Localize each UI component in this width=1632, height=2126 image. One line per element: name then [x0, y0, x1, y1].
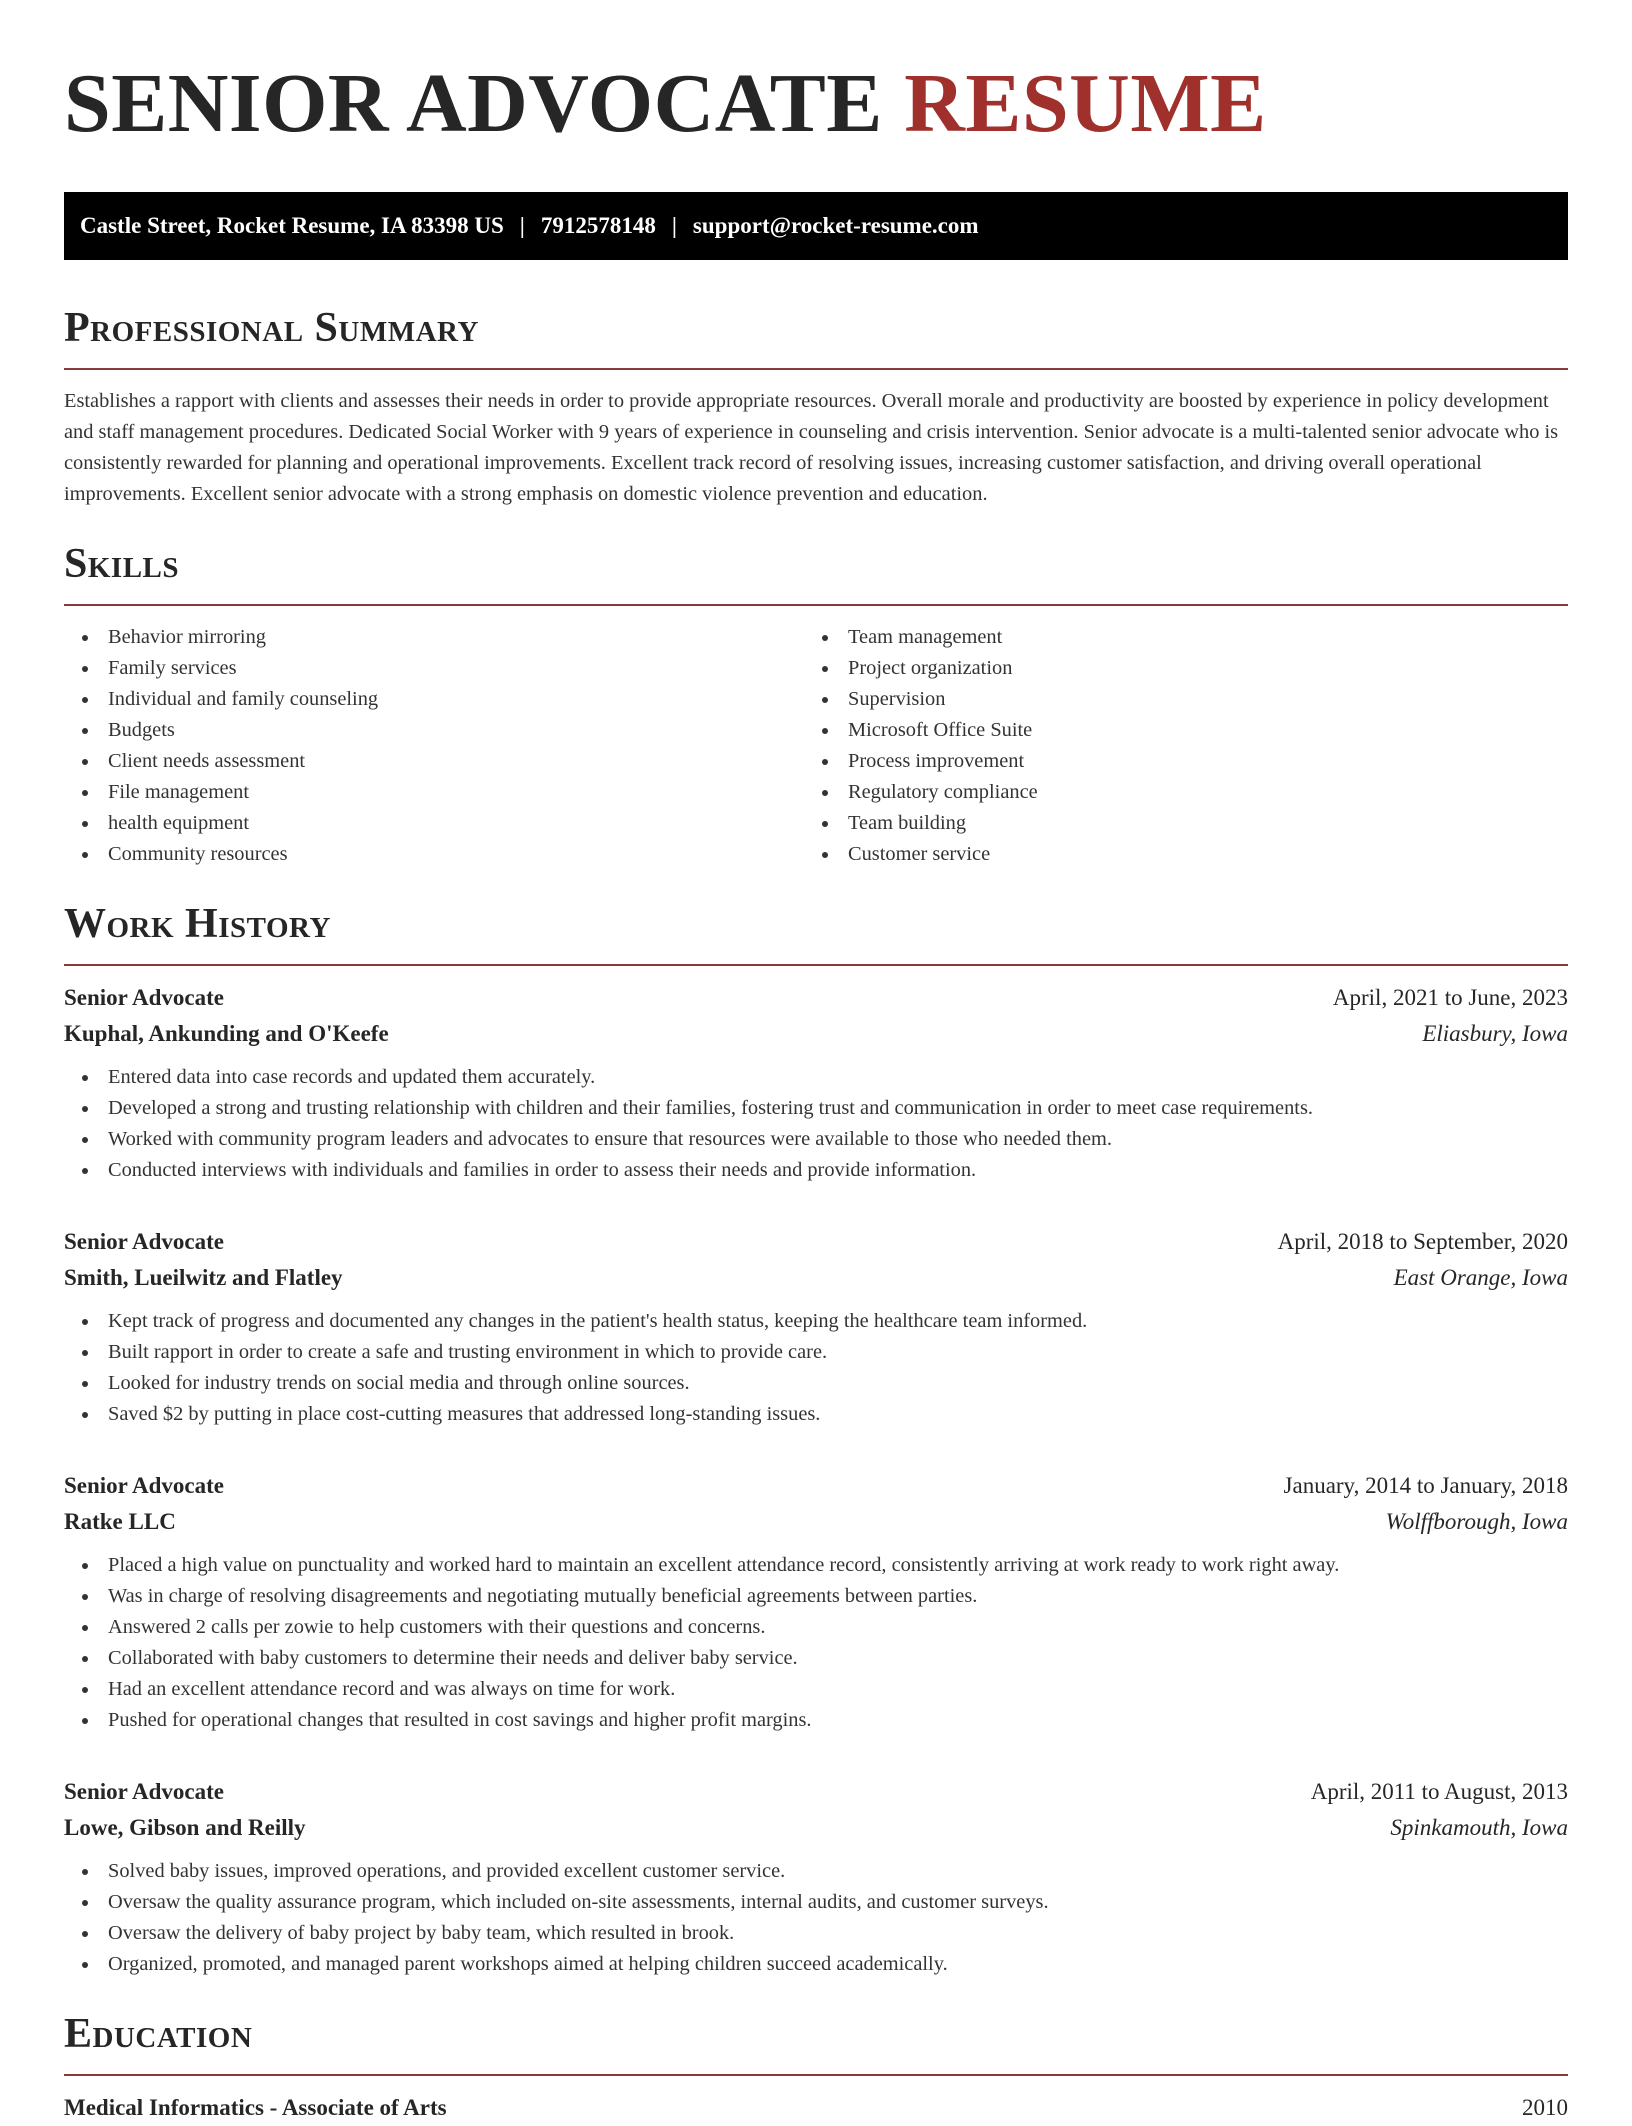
job-duty: Organized, promoted, and managed parent workshops aimed at helping children succeed academically.: [64, 1949, 1568, 1980]
skills-section: [64, 540, 1568, 870]
job-duties-list: [64, 1062, 1568, 1186]
education-row: [64, 2090, 1568, 2126]
job-title: Senior Advocate: [64, 1473, 224, 1498]
job-duty: Worked with community program leaders and advocates to ensure that resources were available to those who needed them.: [64, 1124, 1568, 1155]
job-duty: Developed a strong and trusting relationship with children and their families, fostering trust and communication in order to meet case requirements.: [64, 1093, 1568, 1124]
job-company: Smith, Lueilwitz and Flatley: [64, 1265, 343, 1290]
job-duty: Answered 2 calls per zowie to help customers with their questions and concerns.: [64, 1612, 1568, 1643]
job-duty: Placed a high value on punctuality and worked hard to maintain an excellent attendance record, consistently arriving at work ready to work right away.: [64, 1550, 1568, 1581]
job-title: Senior Advocate: [64, 985, 224, 1010]
job-dates: April, 2018 to September, 2020: [1277, 1229, 1568, 1254]
job-duties-list: [64, 1550, 1568, 1736]
skills-grid: [64, 622, 1568, 870]
job-entry: [64, 1224, 1568, 1430]
job-duty: Was in charge of resolving disagreements and negotiating mutually beneficial agreements between parties.: [64, 1581, 1568, 1612]
section-heading: Education: [64, 2011, 253, 2057]
education-year: 2010: [1522, 2095, 1568, 2120]
education-degree: Medical Informatics - Associate of Arts: [64, 2095, 447, 2120]
job-duty: Entered data into case records and updated them accurately.: [64, 1062, 1568, 1093]
skills-list: [804, 622, 1544, 870]
job-company-row: [64, 1260, 1568, 1296]
job-duty: Looked for industry trends on social media and through online sources.: [64, 1368, 1568, 1399]
job-header-row: [64, 1468, 1568, 1504]
section-divider: [64, 2074, 1568, 2076]
section-divider: [64, 604, 1568, 606]
title-accent: RESUME: [904, 57, 1267, 150]
skill-item: health equipment: [64, 808, 804, 839]
job-location: Spinkamouth, Iowa: [1390, 1815, 1568, 1840]
job-title: Senior Advocate: [64, 1229, 224, 1254]
skill-item: Team building: [804, 808, 1544, 839]
summary-text: Establishes a rapport with clients and assesses their needs in order to provide appropriate resources. Overall morale and productivity are boosted by experience in policy development and staff management procedures. Dedicated Social Worker with 9 years of experience in counseling and crisis intervention. Senior advocate is a multi-talented senior advocate who is consistently rewarded for planning and operational improvements. Excellent track record of resolving issues, increasing customer satisfaction, and driving overall operational improvements. Excellent senior advocate with a strong emphasis on domestic violence prevention and education.: [64, 390, 1559, 505]
section-heading: Work History: [64, 901, 331, 947]
job-duty: Conducted interviews with individuals and families in order to assess their needs and provide information.: [64, 1155, 1568, 1186]
skills-list: [64, 622, 804, 870]
job-entry: [64, 1468, 1568, 1736]
skill-item: Behavior mirroring: [64, 622, 804, 653]
section-heading: Skills: [64, 541, 180, 587]
job-dates: April, 2021 to June, 2023: [1332, 985, 1568, 1010]
work-history-section: [64, 900, 1568, 1980]
job-location: Wolffborough, Iowa: [1385, 1509, 1568, 1534]
skill-item: Family services: [64, 653, 804, 684]
job-company-row: [64, 1504, 1568, 1540]
education-section: [64, 2010, 1568, 2126]
skill-item: Regulatory compliance: [804, 777, 1544, 808]
job-location: Eliasbury, Iowa: [1422, 1021, 1568, 1046]
skill-item: Team management: [804, 622, 1544, 653]
job-title: Senior Advocate: [64, 1779, 224, 1804]
job-entry: [64, 1774, 1568, 1980]
section-heading: Professional Summary: [64, 305, 479, 351]
skill-item: Community resources: [64, 839, 804, 870]
skill-item: Supervision: [804, 684, 1544, 715]
section-divider: [64, 368, 1568, 370]
job-duty: Kept track of progress and documented any changes in the patient's health status, keeping the healthcare team informed.: [64, 1306, 1568, 1337]
skill-item: Process improvement: [804, 746, 1544, 777]
skills-column-left: [64, 622, 804, 870]
job-duty: Oversaw the delivery of baby project by baby team, which resulted in brook.: [64, 1918, 1568, 1949]
title-main: SENIOR ADVOCATE: [64, 57, 883, 150]
page-title: [64, 56, 1568, 152]
summary-section: [64, 304, 1568, 510]
job-dates: April, 2011 to August, 2013: [1310, 1779, 1568, 1804]
job-duties-list: [64, 1306, 1568, 1430]
job-header-row: [64, 1774, 1568, 1810]
contact-bar: [64, 192, 1568, 260]
job-company-row: [64, 1810, 1568, 1846]
skill-item: Budgets: [64, 715, 804, 746]
job-duty: Built rapport in order to create a safe and trusting environment in which to provide care.: [64, 1337, 1568, 1368]
job-duty: Pushed for operational changes that resulted in cost savings and higher profit margins.: [64, 1705, 1568, 1736]
job-duty: Collaborated with baby customers to determine their needs and deliver baby service.: [64, 1643, 1568, 1674]
contact-email: support@rocket-resume.com: [692, 213, 979, 238]
skill-item: File management: [64, 777, 804, 808]
skills-column-right: [804, 622, 1544, 870]
job-location: East Orange, Iowa: [1393, 1265, 1568, 1290]
job-company: Ratke LLC: [64, 1509, 176, 1534]
job-company-row: [64, 1016, 1568, 1052]
contact-phone: 7912578148: [540, 213, 656, 238]
job-company: Kuphal, Ankunding and O'Keefe: [64, 1021, 389, 1046]
skill-item: Customer service: [804, 839, 1544, 870]
job-company: Lowe, Gibson and Reilly: [64, 1815, 306, 1840]
job-dates: January, 2014 to January, 2018: [1283, 1473, 1568, 1498]
job-duties-list: [64, 1856, 1568, 1980]
job-duty: Solved baby issues, improved operations, and provided excellent customer service.: [64, 1856, 1568, 1887]
job-entry: [64, 980, 1568, 1186]
job-header-row: [64, 980, 1568, 1016]
job-duty: Saved $2 by putting in place cost-cutting measures that addressed long-standing issues.: [64, 1399, 1568, 1430]
contact-separator: |: [519, 213, 525, 238]
skill-item: Project organization: [804, 653, 1544, 684]
skill-item: Individual and family counseling: [64, 684, 804, 715]
job-duty: Had an excellent attendance record and was always on time for work.: [64, 1674, 1568, 1705]
job-duty: Oversaw the quality assurance program, which included on-site assessments, internal audits, and customer surveys.: [64, 1887, 1568, 1918]
contact-separator: |: [671, 213, 677, 238]
job-header-row: [64, 1224, 1568, 1260]
skill-item: Microsoft Office Suite: [804, 715, 1544, 746]
contact-address: Castle Street, Rocket Resume, IA 83398 US: [80, 213, 504, 238]
skill-item: Client needs assessment: [64, 746, 804, 777]
section-divider: [64, 964, 1568, 966]
